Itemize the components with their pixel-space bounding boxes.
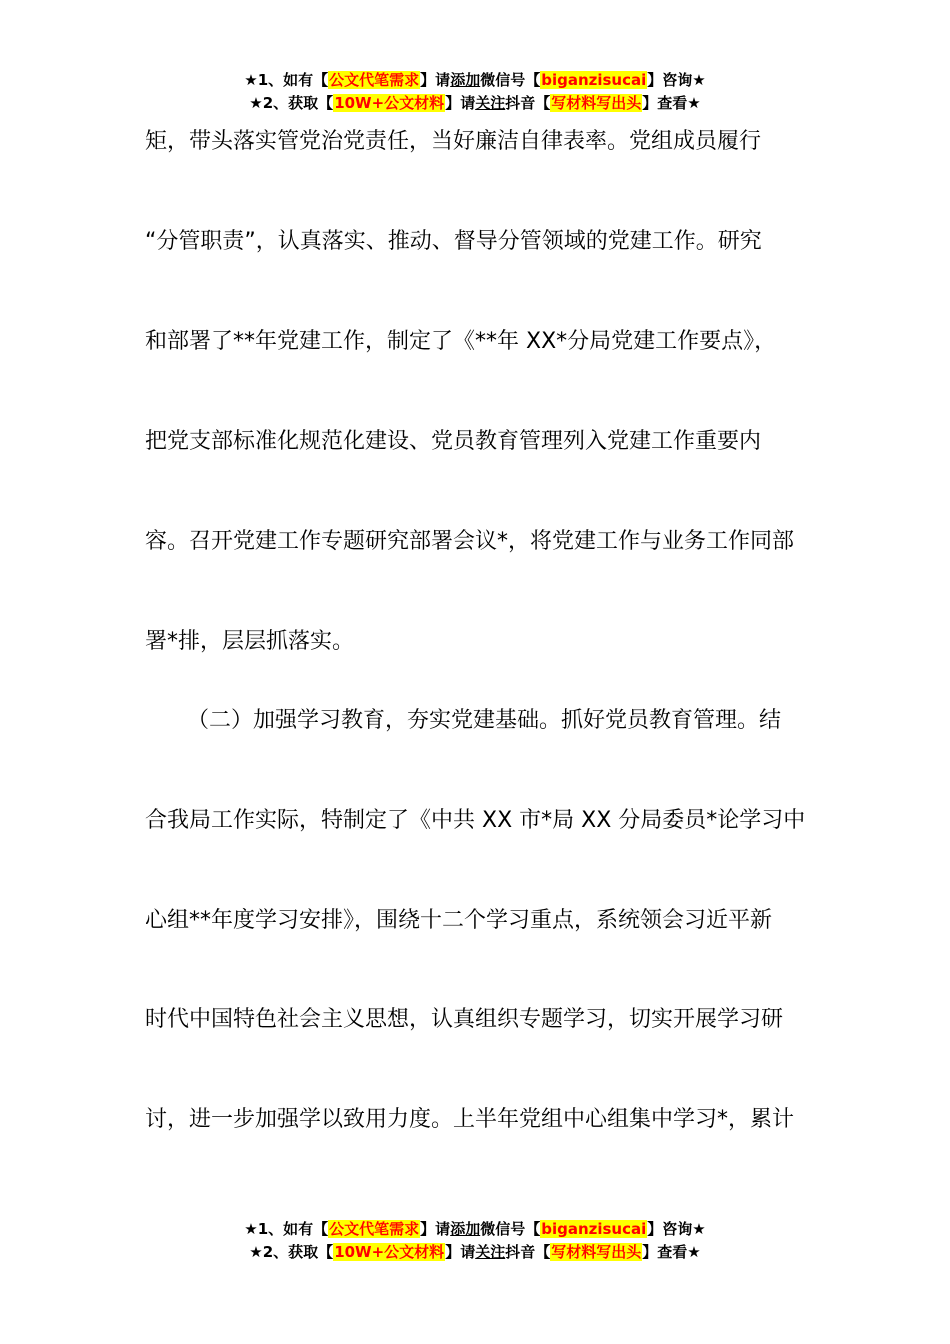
banner-line-1-highlight-wechat: biganzisucai: [541, 71, 647, 89]
footer-banner: [0, 1218, 950, 1264]
footer-line-1-highlight-wechat: biganzisucai: [541, 1220, 647, 1238]
body-line-1: 矩，带头落实管党治党责任，当好廉洁自律表率。党组成员履行: [145, 129, 762, 154]
banner-line-1-suffix: 】咨询★: [647, 71, 706, 89]
banner-line-1-highlight-service: 公文代笔需求: [329, 71, 420, 89]
banner-line-1-prefix: ★1、如有【: [244, 71, 329, 89]
footer-line-2-emphasis: 关注: [475, 1243, 506, 1261]
banner-line-1-mid2: 微信号【: [480, 71, 541, 89]
footer-line-2-mid: 】请: [445, 1243, 476, 1261]
footer-line-1-suffix: 】咨询★: [647, 1220, 706, 1238]
banner-line-2-emphasis: 关注: [475, 94, 506, 112]
footer-line-2-highlight-douyin: 写材料写出头: [551, 1243, 642, 1261]
footer-line-1-mid: 】请: [420, 1220, 451, 1238]
header-banner: [0, 69, 950, 115]
banner-line-2-highlight-materials: 10W+公文材料: [334, 94, 445, 112]
footer-line-1-mid2: 微信号【: [480, 1220, 541, 1238]
body-line-5: 容。召开党建工作专题研究部署会议*，将党建工作与业务工作同部: [145, 529, 795, 554]
footer-line-1-highlight-service: 公文代笔需求: [329, 1220, 420, 1238]
footer-line-1-emphasis: 添加: [450, 1220, 481, 1238]
body-line-4: 把党支部标准化规范化建设、党员教育管理列入党建工作重要内: [145, 429, 762, 454]
body-line-9: 心组**年度学习安排》，围绕十二个学习重点，系统领会习近平新: [145, 908, 773, 933]
footer-line-2-suffix: 】查看★: [642, 1243, 701, 1261]
banner-line-2-mid: 】请: [445, 94, 476, 112]
body-line-2: “分管职责”，认真落实、推动、督导分管领域的党建工作。研究: [145, 229, 762, 254]
body-line-3: 和部署了**年党建工作，制定了《**年 XX*分局党建工作要点》，: [145, 329, 777, 354]
footer-line-1-prefix: ★1、如有【: [244, 1220, 329, 1238]
footer-banner-line-2: [0, 1241, 950, 1264]
body-line-11: 讨，进一步加强学以致用力度。上半年党组中心组集中学习*，累计: [145, 1107, 795, 1132]
footer-banner-line-1: [0, 1218, 950, 1241]
banner-line-2-highlight-douyin: 写材料写出头: [551, 94, 642, 112]
banner-line-1: [0, 69, 950, 92]
footer-line-2-prefix: ★2、获取【: [249, 1243, 334, 1261]
body-line-8: 合我局工作实际，特制定了《中共 XX 市*局 XX 分局委员*论学习中: [145, 808, 806, 833]
footer-line-2-highlight-materials: 10W+公文材料: [334, 1243, 445, 1261]
banner-line-1-emphasis: 添加: [450, 71, 481, 89]
footer-line-2-mid2: 抖音【: [505, 1243, 551, 1261]
body-line-7: （二）加强学习教育，夯实党建基础。抓好党员教育管理。结: [187, 708, 782, 733]
body-line-10: 时代中国特色社会主义思想，认真组织专题学习，切实开展学习研: [145, 1007, 784, 1032]
banner-line-1-mid: 】请: [420, 71, 451, 89]
body-line-6: 署*排，层层抓落实。: [145, 629, 355, 654]
banner-line-2-suffix: 】查看★: [642, 94, 701, 112]
banner-line-2: [0, 92, 950, 115]
banner-line-2-mid2: 抖音【: [505, 94, 551, 112]
banner-line-2-prefix: ★2、获取【: [249, 94, 334, 112]
